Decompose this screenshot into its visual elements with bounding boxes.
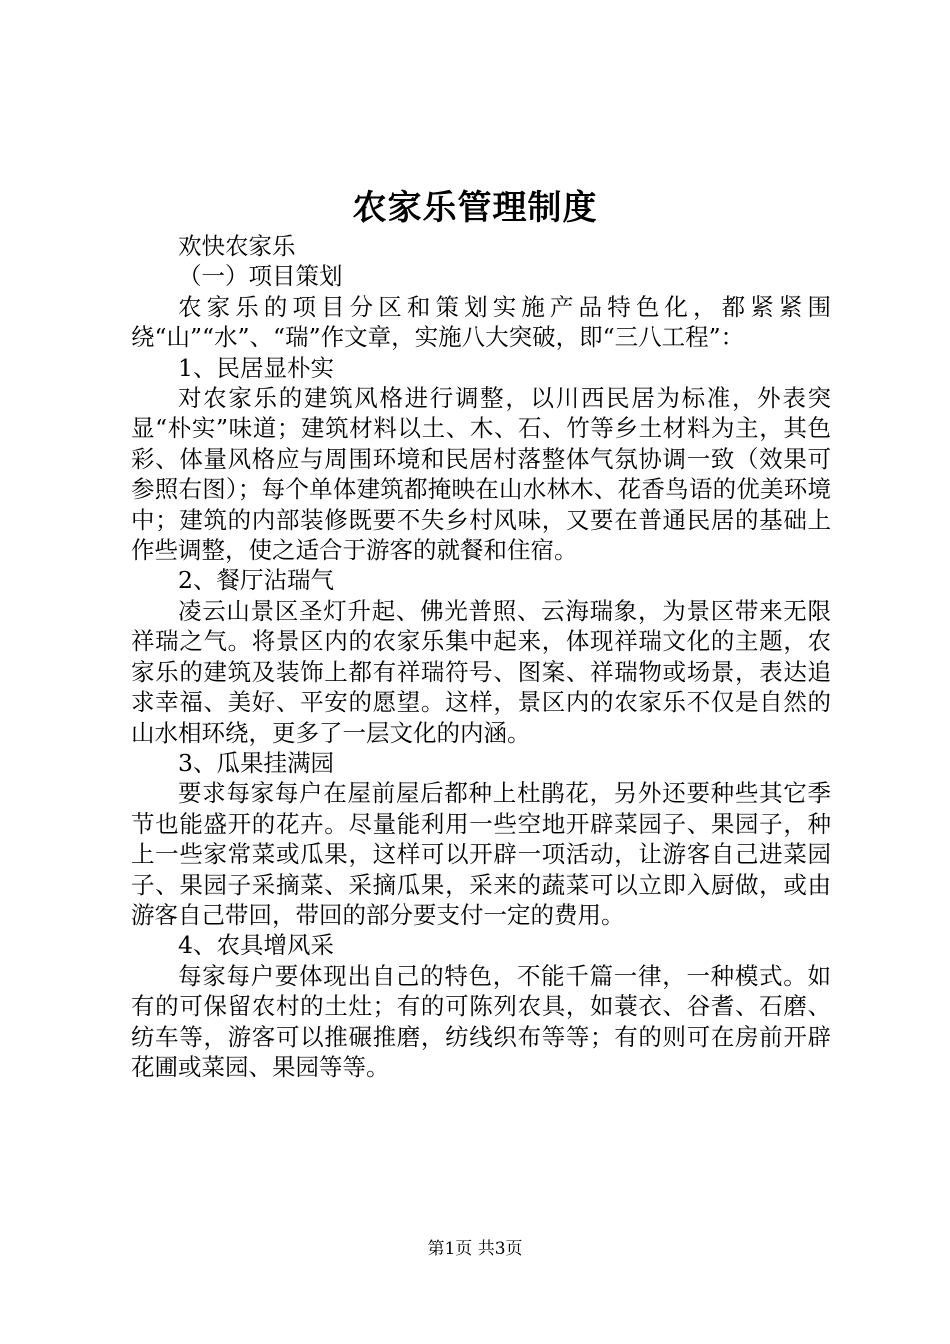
paragraph-item-2: 凌云山景区圣灯升起、佛光普照、云海瑞象，为景区带来无限祥瑞之气。将景区内的农家乐集中起来，体现祥瑞文化的主题，农家乐的建筑及装饰上都有祥瑞符号、图案、祥瑞物或场景，表达追求幸福、美好、平安的愿望。这样，景区内的农家乐不仅是自然的山水相环绕，更多了一层文化的内涵。	[131, 596, 831, 747]
page-footer: 第1页 共3页	[427, 1239, 523, 1259]
document-body	[131, 231, 831, 1082]
item-heading-3: 3、瓜果挂满园	[178, 748, 334, 777]
document-title: 农家乐管理制度	[352, 188, 598, 228]
item-heading-1: 1、民居显朴实	[178, 353, 334, 382]
item-heading-2: 2、餐厅沾瑞气	[178, 566, 334, 595]
paragraph-item-4: 每家每户要体现出自己的特色，不能千篇一律，一种模式。如有的可保留农村的土灶；有的可陈列农具，如蓑衣、谷耆、石磨、纺车等，游客可以推碾推磨，纺线织布等等；有的则可在房前开辟花圃或菜园、果园等等。	[131, 961, 831, 1081]
paragraph-item-3: 要求每家每户在屋前屋后都种上杜鹃花，另外还要种些其它季节也能盛开的花卉。尽量能利用一些空地开辟菜园子、果园子，种上一些家常菜或瓜果，这样可以开辟一项活动，让游客自己进菜园子、果园子采摘菜、采摘瓜果，采来的蔬菜可以立即入厨做，或由游客自己带回，带回的部分要支付一定的费用。	[131, 779, 831, 929]
item-heading-4: 4、农具增风采	[178, 931, 334, 960]
paragraph-intro: 农家乐的项目分区和策划实施产品特色化，都紧紧围绕“山”“水”、“瑞”作文章，实施八大突破，即“三八工程”：	[131, 292, 831, 352]
paragraph-subtitle: 欢快农家乐	[178, 232, 296, 260]
section-heading-project-planning: （一）项目策划	[178, 262, 343, 291]
paragraph-item-1: 对农家乐的建筑风格进行调整，以川西民居为标准，外表突显“朴实”味道；建筑材料以土、木、石、竹等乡土材料为主，其色彩、体量风格应与周围环境和民居村落整体气氛协调一致（效果可参照右图）；每个单体建筑都掩映在山水林木、花香鸟语的优美环境中；建筑的内部装修既要不失乡村风味，又要在普通民居的基础上作些调整，使之适合于游客的就餐和住宿。	[131, 384, 831, 565]
